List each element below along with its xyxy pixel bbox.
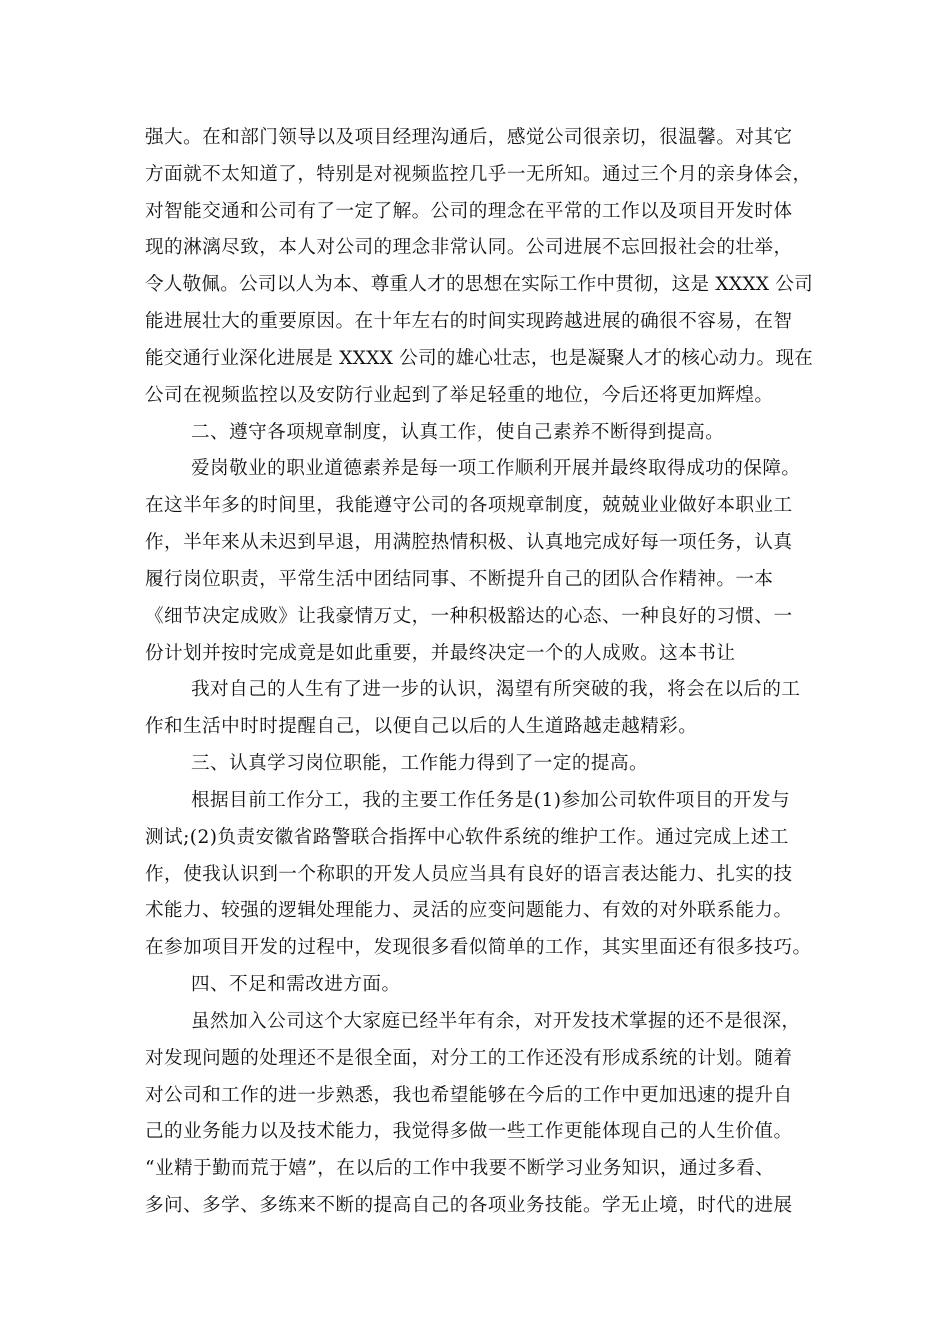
text-line: 多问、多学、多练来不断的提高自己的各项业务技能。学无止境，时代的进展 [145, 1195, 793, 1216]
text-line: 公司在视频监控以及安防行业起到了举足轻重的地位，今后还将更加辉煌。 [145, 385, 774, 406]
text-line: 令人敬佩。公司以人为本、尊重人才的思想在实际工作中贯彻，这是 XXXX 公司 [145, 274, 813, 295]
paragraph-first-line: 我对自己的人生有了进一步的认识，渴望有所突破的我，将会在以后的工 [191, 679, 801, 700]
text-line: “业精于勤而荒于嬉”，在以后的工作中我要不断学习业务知识，通过多看、 [145, 1158, 775, 1179]
section-heading: 二、遵守各项规章制度，认真工作，使自己素养不断得到提高。 [191, 422, 725, 443]
text-line: 作，半年来从未迟到早退，用满腔热情积极、认真地完成好每一项任务，认真 [145, 532, 793, 553]
section-heading: 三、认真学习岗位职能，工作能力得到了一定的提高。 [191, 753, 649, 774]
paragraph-first-line: 爱岗敬业的职业道德素养是每一项工作顺利开展并最终取得成功的保障。 [191, 458, 801, 479]
text-line: 《细节决定成败》让我豪情万丈，一种积极豁达的心态、一种良好的习惯、一 [145, 606, 793, 627]
text-line: 在参加项目开发的过程中，发现很多看似简单的工作，其实里面还有很多技巧。 [145, 937, 812, 958]
paragraph-first-line: 虽然加入公司这个大家庭已经半年有余，对开发技术掌握的还不是很深， [191, 1011, 801, 1032]
text-line: 现的淋漓尽致，本人对公司的理念非常认同。公司进展不忘回报社会的壮举， [145, 237, 793, 258]
text-line: 对发现问题的处理还不是很全面，对分工的工作还没有形成系统的计划。随着 [145, 1048, 793, 1069]
text-line: 强大。在和部门领导以及项目经理沟通后，感觉公司很亲切，很温馨。对其它 [145, 127, 793, 148]
text-line: 能进展壮大的重要原因。在十年左右的时间实现跨越进展的确很不容易，在智 [145, 311, 793, 332]
text-line: 能交通行业深化进展是 XXXX 公司的雄心壮志，也是凝聚人才的核心动力。现在 [145, 348, 813, 369]
text-line: 术能力、较强的逻辑处理能力、灵活的应变问题能力、有效的对外联系能力。 [145, 900, 793, 921]
text-line: 方面就不太知道了，特别是对视频监控几乎一无所知。通过三个月的亲身体会， [145, 164, 812, 185]
text-line: 对智能交通和公司有了一定了解。公司的理念在平常的工作以及项目开发时体 [145, 201, 793, 222]
text-line: 份计划并按时完成竟是如此重要，并最终决定一个的人成败。这本书让 [145, 643, 736, 664]
text-line: 作和生活中时时提醒自己，以便自己以后的人生道路越走越精彩。 [145, 716, 698, 737]
text-line: 在这半年多的时间里，我能遵守公司的各项规章制度，兢兢业业做好本职业工 [145, 495, 793, 516]
text-line: 作，使我认识到一个称职的开发人员应当具有良好的语言表达能力、扎实的技 [145, 864, 793, 885]
text-line: 对公司和工作的进一步熟悉，我也希望能够在今后的工作中更加迅速的提升自 [145, 1085, 793, 1106]
paragraph-first-line: 根据目前工作分工，我的主要工作任务是(1)参加公司软件项目的开发与 [191, 790, 791, 811]
text-line: 己的业务能力以及技术能力，我觉得多做一些工作更能体现自己的人生价值。 [145, 1121, 793, 1142]
section-heading: 四、不足和需改进方面。 [191, 974, 401, 995]
text-line: 测试;(2)负责安徽省路警联合指挥中心软件系统的维护工作。通过完成上述工 [145, 827, 789, 848]
text-line: 履行岗位职责，平常生活中团结同事、不断提升自己的团队合作精神。一本 [145, 569, 774, 590]
